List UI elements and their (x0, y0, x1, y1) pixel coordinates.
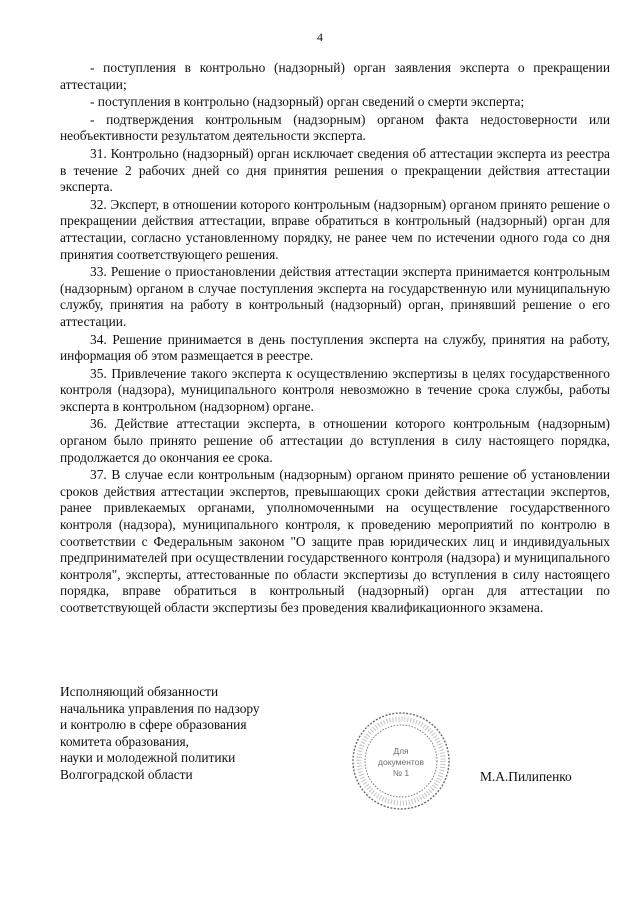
paragraph: 31. Контрольно (надзорный) орган исключает сведения об аттестации эксперта из реестра в течение 2 рабочих дней со дня принятия решения о прекращении действия аттестации эксперта. (60, 145, 610, 195)
official-stamp (350, 710, 452, 812)
position-line: Волгоградской области (60, 766, 193, 782)
signatory-name: М.А.Пилипенко (480, 769, 572, 784)
paragraph: 33. Решение о приостановлении действия аттестации эксперта принимается контрольным (надзорным) органом в случае поступления эксперта на государственную или муниципальную службу, принятия на работу в контрольный (надзорный) орган, принявший решение о его аттестации. (60, 264, 610, 329)
position-line: науки и молодежной политики (60, 750, 236, 766)
paragraph: - поступления в контрольно (надзорный) орган заявления эксперта о прекращении аттестации; (60, 60, 610, 92)
position-line: комитета образования, (60, 733, 189, 749)
page-number: 4 (317, 30, 323, 44)
paragraph: - поступления в контрольно (надзорный) орган сведений о смерти эксперта; (90, 94, 525, 110)
position-line: и контролю в сфере образования (60, 717, 247, 733)
position-line: начальника управления по надзору (60, 700, 260, 716)
paragraph: 35. Привлечение такого эксперта к осуществлению экспертизы в целях государственного контроля (надзора), муниципального контроля невозможно в течение срока службы, работы эксперта в контрольном (надзорном) органе. (60, 365, 610, 414)
paragraph: 37. В случае если контрольным (надзорным) органом принято решение об установлении сроков действия аттестации экспертов, превышающих сроки действия аттестации экспертов, ранее привлекаемых органами, уполномоченными на осуществление государственного контроля (надзора), муниципального контроля, к проведению мероприятий по контролю в соответствии с Федеральным законом "О защите прав юридических лиц и индивидуальных предпринимателей при осуществлении государственного контроля (надзора) и муниципального контроля", эксперты, аттестованные по области экспертизы до вступления в силу настоящего порядка, вправе обратиться в контрольный (надзорный) орган для аттестации по соответствующей области экспертизы без проведения квалификационного экзамена. (60, 467, 610, 615)
signature-block (60, 684, 610, 814)
stamp-text-line: Для (393, 746, 409, 756)
paragraph: 34. Решение принимается в день поступления эксперта на службу, принятия на работу, информация об этом размещается в реестре. (60, 331, 610, 364)
stamp-text-line: документов (378, 757, 424, 767)
paragraph: 36. Действие аттестации эксперта, в отношении которого контрольным (надзорным) органом было принято решение об аттестации до вступления в силу настоящего порядка, продолжается до окончания ее срока. (60, 416, 610, 465)
position-line: Исполняющий обязанности (60, 684, 219, 699)
paragraph: - подтверждения контрольным (надзорным) органом факта недостоверности или необъективности результатом деятельности эксперта. (60, 111, 610, 144)
paragraph: 32. Эксперт, в отношении которого контрольным (надзорным) органом принято решение о прекращении действия аттестации, вправе обратиться в контрольный (надзорный) орган для аттестации, согласно установленному порядку, не ранее чем по истечении одного года со дня принятия соответствующего решения. (60, 196, 610, 262)
document-body (60, 60, 610, 618)
signatory-position (60, 684, 260, 784)
stamp-text-line: № 1 (392, 768, 410, 778)
